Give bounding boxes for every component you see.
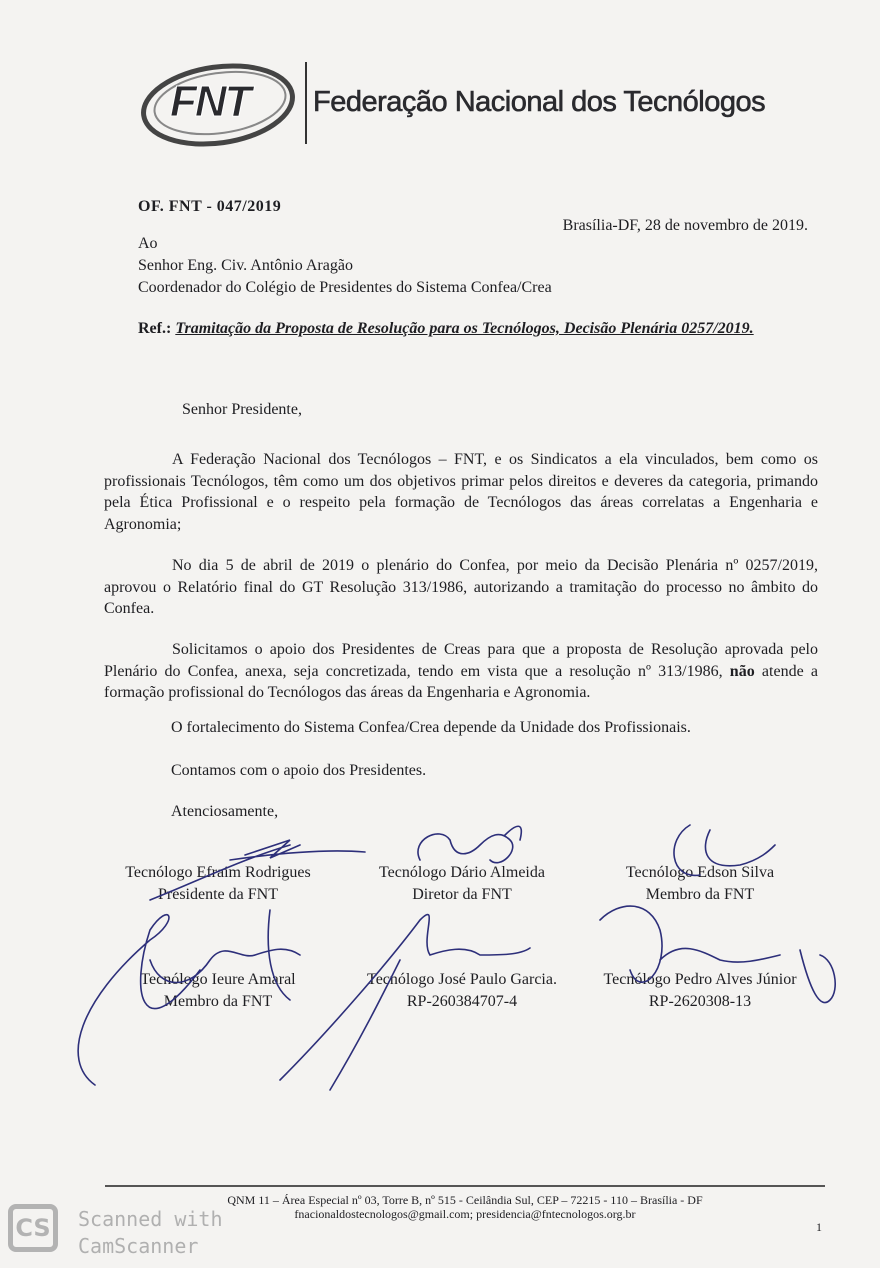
paragraph-2: No dia 5 de abril de 2019 o plenário do Confea, por meio da Decisão Plenária nº 0257/2019, aprovou o Relatório final do GT Resolução 313/1986, autorizando a tramitação do processo no âmbito do Confea. (104, 557, 818, 617)
signatory-name: Tecnólogo Edson Silva (625, 864, 775, 881)
signatory-name: Tecnólogo Ieure Amaral (140, 971, 296, 988)
signatory-name: Tecnólogo Pedro Alves Júnior (603, 971, 797, 988)
reference-subject (138, 318, 810, 339)
signatory-1 (98, 862, 338, 906)
ref-text: Tramitação da Proposta de Resolução para os Tecnólogos, Decisão Plenária 0257/2019. (175, 320, 754, 337)
signatory-role: RP-2620308-13 (648, 993, 752, 1010)
footer-emails: fnacionaldostecnologos@gmail.com; presidencia@fntecnologos.org.br (294, 1207, 636, 1221)
logo-divider (305, 62, 307, 144)
signature-dario (418, 826, 521, 862)
recipient-line-3: Coordenador do Colégio de Presidentes do Sistema Confea/Crea (138, 279, 552, 296)
paragraph-3-bold: não (729, 662, 755, 680)
signatory-role: RP-260384707-4 (406, 993, 518, 1010)
signatory-role: Membro da FNT (163, 993, 273, 1010)
footer-divider (105, 1185, 825, 1187)
signatory-3 (580, 862, 820, 906)
signatory-2 (342, 862, 582, 906)
page-number: 1 (816, 1220, 822, 1234)
place-date: Brasília-DF, 28 de novembro de 2019. (562, 217, 808, 234)
paragraph-4: O fortalecimento do Sistema Confea/Crea depende da Unidade dos Profissionais. (171, 719, 691, 736)
watermark-line-1: Scanned with (78, 1207, 223, 1231)
signatory-5 (342, 969, 582, 1013)
paragraph-5: Contamos com o apoio dos Presidentes. (171, 762, 427, 779)
organization-name: Federação Nacional dos Tecnólogos (313, 86, 766, 118)
signatory-4 (98, 969, 338, 1013)
paragraph-3-start: Solicitamos o apoio dos Presidentes de Creas para que a proposta de Resolução aprovada pelo Plenário do Confea, anexa, seja concretizada, tendo em vista que a resolução nº 313/1986, (104, 641, 818, 680)
watermark-line-2: CamScanner (78, 1234, 199, 1258)
recipient-line-2: Senhor Eng. Civ. Antônio Aragão (138, 257, 353, 274)
salutation: Senhor Presidente, (182, 401, 302, 418)
signatory-name: Tecnólogo José Paulo Garcia. (367, 971, 557, 988)
paragraph-1: A Federação Nacional dos Tecnólogos – FNT, e os Sindicatos a ela vinculados, bem como os profissionais Tecnólogos, têm como um dos objetivos primar pelos direitos e deveres da categoria, primando pela Ética Profissional e o respeito pela formação de Tecnólogos das áreas correlatas a Engenharia e Agronomia; (104, 451, 818, 533)
signatory-name: Tecnólogo Efraim Rodrigues (125, 864, 311, 881)
paragraph-3-end: atende a formação profissional do Tecnólogos das áreas da Engenharia e Agronomia. (104, 662, 818, 701)
signatory-role: Presidente da FNT (158, 886, 278, 903)
reference-number: OF. FNT - 047/2019 (138, 198, 282, 215)
ref-label: Ref.: (138, 320, 172, 337)
paragraph-3 (104, 639, 818, 704)
signatory-role: Diretor da FNT (412, 886, 512, 903)
signatory-6 (580, 969, 820, 1013)
camscanner-watermark (78, 1206, 223, 1260)
signatory-name: Tecnólogo Dário Almeida (379, 864, 545, 881)
signatory-role: Membro da FNT (645, 886, 755, 903)
fnt-logo (138, 55, 303, 150)
camscanner-logo: CS (8, 1204, 58, 1252)
closing: Atenciosamente, (171, 803, 279, 820)
recipient-line-1: Ao (138, 235, 158, 252)
footer-address: QNM 11 – Área Especial nº 03, Torre B, nº 515 - Ceilândia Sul, CEP – 72215 - 110 – Brasília - DF (227, 1193, 703, 1207)
logo-text: FNT (170, 77, 250, 126)
